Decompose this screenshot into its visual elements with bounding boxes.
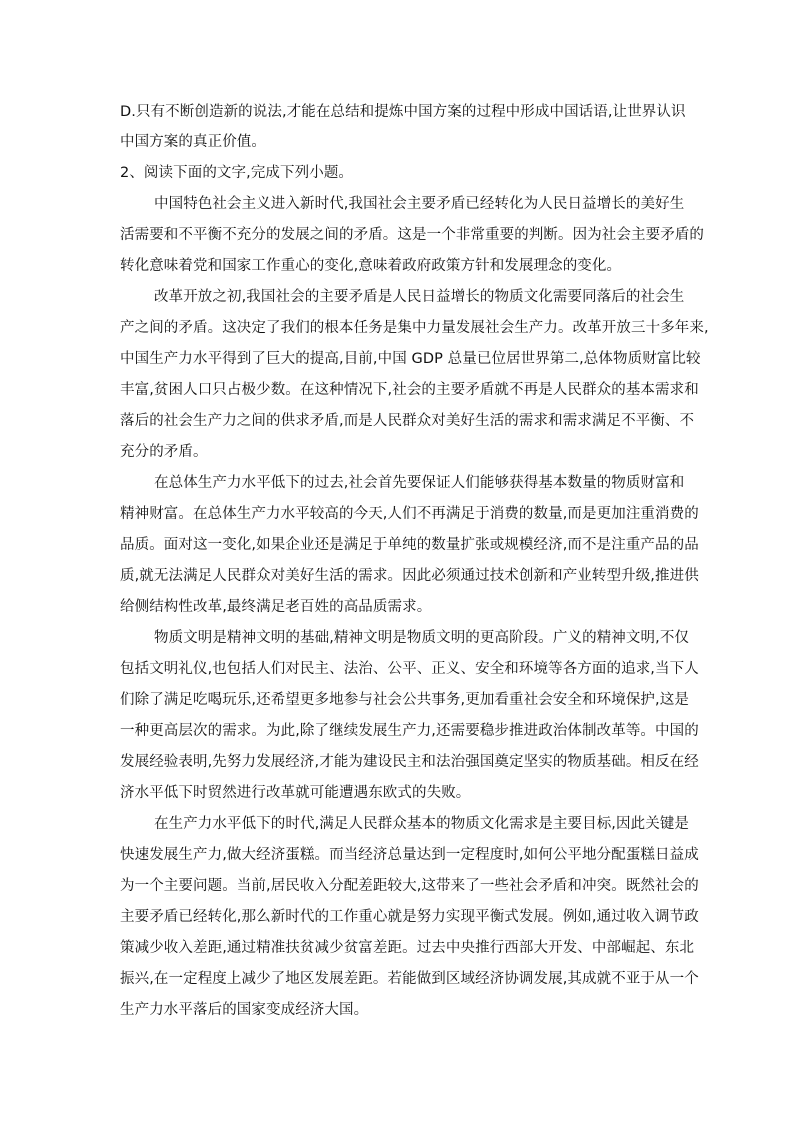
paragraph-line: 们除了满足吃喝玩乐,还希望更多地参与社会公共事务,更加看重社会安全和环境保护,这是 [120, 692, 689, 708]
paragraph-line: 在生产力水平低下的时代,满足人民群众基本的物质文化需求是主要目标,因此关键是 [154, 816, 690, 832]
paragraph-line: 主要矛盾已经转化,那么新时代的工作重心就是努力实现平衡式发展。例如,通过收入调节政 [120, 909, 699, 925]
option-d-line-2: 中国方案的真正价值。 [120, 134, 266, 150]
paragraph-line: 改革开放之初,我国社会的主要矛盾是人民日益增长的物质文化需要同落后的社会生 [154, 289, 685, 305]
option-d-line-1: D.只有不断创造新的说法,才能在总结和提炼中国方案的过程中形成中国话语,让世界认识 [120, 104, 686, 120]
paragraph-line: 振兴,在一定程度上减少了地区发展差距。若能做到区域经济协调发展,其成就不亚于从一个 [120, 971, 699, 987]
paragraph-line: 中国特色社会主义进入新时代,我国社会主要矛盾已经转化为人民日益增长的美好生 [154, 196, 685, 212]
paragraph-line: 丰富,贫困人口只占极少数。在这种情况下,社会的主要矛盾就不再是人民群众的基本需求和 [120, 382, 699, 398]
paragraph-line: 中国生产力水平得到了巨大的提高,目前,中国 GDP 总量已位居世界第二,总体物质财富比较 [120, 351, 701, 367]
paragraph-line: 品质。面对这一变化,如果企业还是满足于单纯的数量扩张或规模经济,而不是注重产品的品 [120, 537, 699, 553]
paragraph-line: 转化意味着党和国家工作重心的变化,意味着政府政策方针和发展理念的变化。 [120, 258, 622, 274]
paragraph-line: 质,就无法满足人民群众对美好生活的需求。因此必须通过技术创新和产业转型升级,推进供 [120, 568, 699, 584]
paragraph-line: 发展经验表明,先努力发展经济,才能为建设民主和法治强国奠定坚实的物质基础。相反在经 [120, 754, 699, 770]
paragraph-line: 产之间的矛盾。这决定了我们的根本任务是集中力量发展社会生产力。改革开放三十多年来, [120, 320, 709, 336]
paragraph-line: 活需要和不平衡不充分的发展之间的矛盾。这是一个非常重要的判断。因为社会主要矛盾的 [120, 227, 704, 243]
question-heading: 2、阅读下面的文字,完成下列小题。 [120, 165, 354, 181]
paragraph-line: 给侧结构性改革,最终满足老百姓的高品质需求。 [120, 599, 432, 615]
paragraph-line: 济水平低下时贸然进行改革就可能遭遇东欧式的失败。 [120, 785, 471, 801]
paragraph-line: 策减少收入差距,通过精准扶贫减少贫富差距。过去中央推行西部大开发、中部崛起、东北 [120, 940, 695, 956]
paragraph-line: 生产力水平落后的国家变成经济大国。 [120, 1002, 369, 1018]
paragraph-line: 物质文明是精神文明的基础,精神文明是物质文明的更高阶段。广义的精神文明,不仅 [154, 630, 690, 646]
paragraph-line: 为一个主要问题。当前,居民收入分配差距较大,这带来了一些社会矛盾和冲突。既然社会的 [120, 878, 699, 894]
paragraph-line: 落后的社会生产力之间的供求矛盾,而是人民群众对美好生活的需求和需求满足不平衡、不 [120, 413, 695, 429]
paragraph-line: 一种更高层次的需求。为此,除了继续发展生产力,还需要稳步推进政治体制改革等。中国的 [120, 723, 699, 739]
paragraph-line: 在总体生产力水平低下的过去,社会首先要保证人们能够获得基本数量的物质财富和 [154, 475, 685, 491]
paragraph-line: 包括文明礼仪,也包括人们对民主、法治、公平、正义、安全和环境等各方面的追求,当下人 [120, 661, 699, 677]
paragraph-line: 充分的矛盾。 [120, 444, 208, 460]
paragraph-line: 快速发展生产力,做大经济蛋糕。而当经济总量达到一定程度时,如何公平地分配蛋糕日益成 [120, 847, 699, 863]
paragraph-line: 精神财富。在总体生产力水平较高的今天,人们不再满足于消费的数量,而是更加注重消费的 [120, 506, 699, 522]
